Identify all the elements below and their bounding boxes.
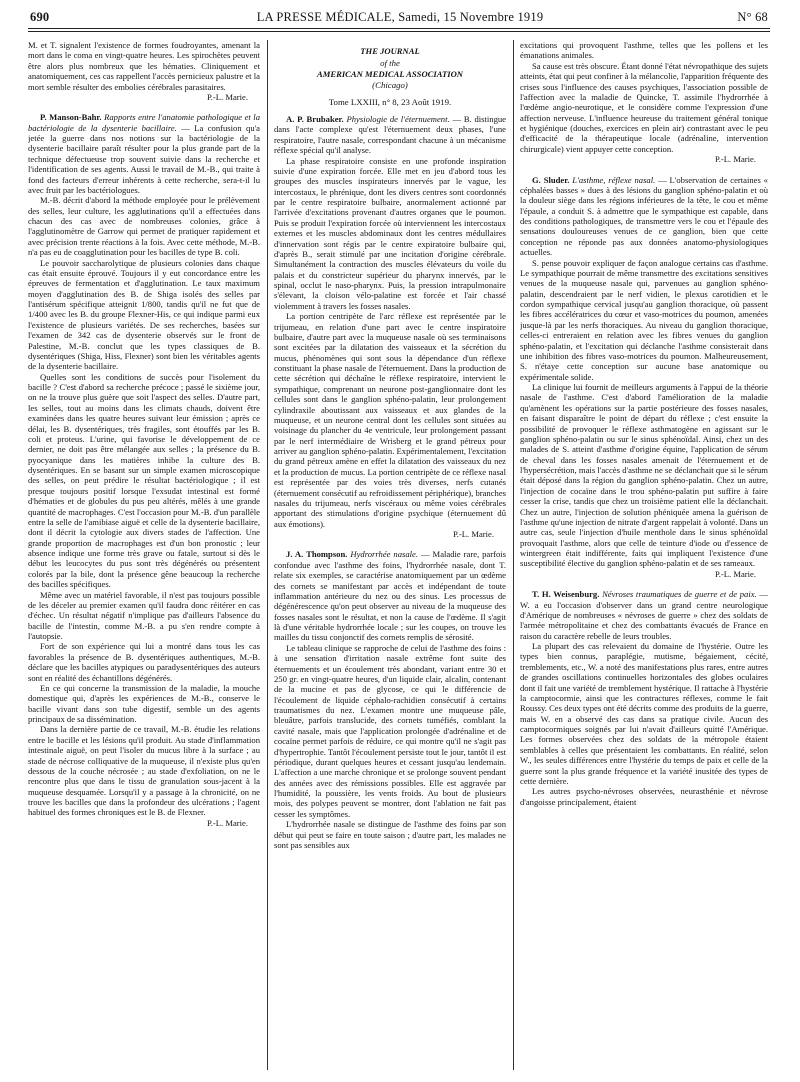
header-rule-double xyxy=(28,31,770,32)
article-weisenburg: T. H. Weisenburg. Névroses traumatiques de guerre et de paix. — W. a eu l'occasion d'observer dans un grand centre neurologique d'Amérique de nombreuses « névroses de guerre » chez des soldats de l'armée métropolitaine et chez des combattants évacués de France en raison du caractère rebelle de leurs troubles. xyxy=(520,589,768,641)
paragraph: En ce qui concerne la transmission de la maladie, la mouche domestique qui, d'après les expériences de M.-B., conserve le bacille vivant dans son tube digestif, semble un des agents principaux de sa dissémination. xyxy=(28,682,260,724)
paragraph: M.-B. décrit d'abord la méthode employée pour le prélèvement des selles, leur culture, les agglutinations qu'il a effectuées dans chacun des cas avec de nombreuses colonies, grâce à l'agglutinomètre de Garrow qui permet de pratiquer rapidement et avec précision trente réactions à la fois. Avec cette méthode, M.-B. n'a pas eu de coagglutination pour les bacilles de type B. coli. xyxy=(28,195,260,258)
journal-heading: THE JOURNAL xyxy=(360,46,420,56)
column-divider-2 xyxy=(513,40,514,1070)
signature: P.-L. Marie. xyxy=(714,154,756,165)
journal-running-title: LA PRESSE MÉDICALE, Samedi, 15 Novembre 1919 xyxy=(256,10,544,24)
article-author: P. Manson-Bahr. xyxy=(40,112,102,123)
article-thompson: J. A. Thompson. Hydrorrhée nasale. — Maladie rare, parfois confondue avec l'asthme des foins, l'hydrorrhée nasale, dont T. relate six exemples, se caractérise anatomiquement par un œdème des cornets se manifestant par accès et indépendant de toute inflammation antérieure du nez ou des sinus. Les processus de dégénérescence qu'on peut observer au niveau de la muqueuse des fosses nasales sont le résultat, et non la cause de l'œdème. Il s'agit là d'une véritable hydrorrhée locale ; sur les coupes, on trouve les mailles du tissu conjonctif des cornets remplis de sérosité. xyxy=(274,549,506,643)
signature: P.-L. Marie. xyxy=(206,817,248,828)
paragraph: Même avec un matériel favorable, il n'est pas toujours possible de les déceler au premier examen qu'il faudra donc réitérer en cas d'échec. Un résultat négatif n'implique pas d'ailleurs l'absence du bacille de l'intestin, comme M.-B. a pu s'en rendre compte à l'autopsie. xyxy=(28,589,260,641)
signature: P.-L. Marie. xyxy=(714,568,756,579)
paragraph: Sa cause est très obscure. Étant donné l'état névropathique des sujets atteints, état qui peut confiner à la mélancolie, l'apparition fréquente des crises sous l'influence des causes psychiques, l'association possible de l'affection avec la maladie de Quincke, T. assimile l'hydrorrhée à l'œdème angio-neurotique, et le considère comme l'expression d'une affection nerveuse. L'influence heureuse du traitement général tonique et hygiénique (douches, exercices en plein air) contrastant avec le peu d'efficacité de la thérapeutique locale (adrénaline, intervention chirurgicale) vient appuyer cette conception. P.-L. Marie. xyxy=(520,60,768,165)
article-title: Rapports entre l'anatomie pathologique et la bactériologie de la dysenterie bacillaire. xyxy=(28,112,260,133)
paragraph: Dans la dernière partie de ce travail, M.-B. étudie les relations entre le bacille et les lésions qu'il produit. Au stade d'inflammation intestinale aiguë, on peut l'isoler du mucus libre à la surface ; au stade de nécrose colliquative de la muqueuse, il n'existe plus qu'en dessous de la couche nécrosée ; au stade d'exfoliation, on ne le rencontre plus que dans le tissu de granulation sous-jacent à la muqueuse desquamée. Lorsqu'il y a passage à la chronicité, on ne trouve les bacilles que dans la profondeur des ulcérations ; l'agent habituel des formes chroniques est le B. de Flexner. P.-L. Marie. xyxy=(28,724,260,828)
page-header xyxy=(30,6,768,28)
article-author: T. H. Weisenburg. xyxy=(532,589,600,600)
column-divider-1 xyxy=(267,40,268,1070)
paragraph: M. et T. signalent l'existence de formes foudroyantes, amenant la mort dans le coma en vingt-quatre heures. Les spirochètes peuvent être alors plus nombreux que les hématies. Cliniquement et anatomiquement, ces cas rappellent l'accès pernicieux palustre et la mort semble résulter des embolies cérébrales parasitaires. P.-L. Marie. xyxy=(28,40,260,102)
journal-volume: Tome LXXIII, n° 8, 23 Août 1919. xyxy=(328,97,452,107)
article-title: Hydrorrhée nasale. xyxy=(350,549,419,560)
article-author: J. A. Thompson. xyxy=(286,549,348,560)
signature: P.-L. Marie. xyxy=(206,91,248,102)
journal-city: (Chicago) xyxy=(372,80,408,90)
paragraph: Fort de son expérience qui lui a montré dans tous les cas favorables la présence de B. dysentériques authentiques, M.-B. déclare que les bacilles atypiques ou paradysentériques des auteurs sont en réalité des échantillons dégénérés. xyxy=(28,641,260,683)
column-middle xyxy=(274,40,506,1070)
paragraph: La plupart des cas relevaient du domaine de l'hystérie. Outre les types bien connus, paraplégie, mutisme, bégaiement, cécité, tremblements, etc., W. a noté des manifestations plus rares, entre autres de grandes oscillations continuelles horizontales des globes oculaires dont il fait une variété de tremblement hystérique. Il rattache à l'hystérie la camptocormie, ainsi que les contractures réflexes, comme le fait Roussy. Ces deux types ont été décrits comme des produits de la guerre, mais W. en a observé des cas dans sa pratique civile. Aucun des camptocormiques soignés par lui n'avait d'ailleurs quitté l'Amérique. Les formes observées chez des soldats de la métropole étaient semblables à celles que présentaient les combattants. En réalité, selon W., les seules différences entre l'hystérie du temps de paix et celle de la guerre sont la plus grande fréquence et la variété inusitée des types de cette dernière. xyxy=(520,641,768,786)
article-brubaker: A. P. Brubaker. Physiologie de l'éternuement. — B. distingue dans l'acte complexe qu'est l'éternuement deux phases, l'une respiratoire, l'autre nasale, correspondant chacune à un mécanisme réflexe spécial qu'il analyse. xyxy=(274,114,506,156)
paragraph: Le pouvoir saccharolytique de plusieurs colonies dans chaque cas était ensuite éprouvé. Toujours il y eut concordance entre les épreuves de fermentation et d'agglutination. Le taux maximum moyen d'agglutination des B. de Shiga isolés des selles par l'antisérum spécifique atteignit 1/800, tandis qu'il ne fut que de 1/400 avec les B. du groupe Flexner-His, ce qui indique parmi eux l'existence de plusieurs variétés. De ses recherches, basées sur l'examen de 342 cas de dysenterie observés sur le front de Palestine, M.-B. conclut que les types classiques de B. dysentériques (Shiga, Hiss, Flexner) sont bien les véritables agents de la dysenterie bacillaire. xyxy=(28,257,260,372)
article-title: Physiologie de l'éternuement. xyxy=(346,114,450,124)
journal-heading-of: of the xyxy=(380,57,400,68)
paragraph: excitations qui provoquent l'asthme, telles que les pollens et les émanations animales. xyxy=(520,40,768,61)
paragraph: L'hydrorrhée nasale se distingue de l'asthme des foins par son début qui peut se faire en toute saison ; d'autre part, les malades ne sont pas sensibles aux xyxy=(274,819,506,850)
article-manson-bahr: P. Manson-Bahr. Rapports entre l'anatomie pathologique et la bactériologie de la dysenterie bacillaire. — La confusion qu'a jetée la guerre dans nos notions sur la bactériologie de la dysenterie bacillaire paraît résulter pour la plus grande part de la technique défectueuse trop souvent suivie dans la recherche et l'identification de ses agents. Aussi le travail de M.-B., qui traite à fond des facteurs d'erreur inhérents à cette recherche, sera-t-il lu avec fruit par les bactériologues. xyxy=(28,112,260,195)
article-title: Névroses traumatiques de guerre et de paix. xyxy=(602,589,757,600)
journal-name: AMERICAN MEDICAL ASSOCIATION xyxy=(317,68,463,79)
paragraph: Les autres psycho-névroses observées, neurasthénie et névrose d'angoisse principalement, étaient xyxy=(520,786,768,807)
paragraph: La portion centripète de l'arc réflexe est représentée par le trijumeau, en relation d'une part avec le centre inspiratoire bulbaire, d'autre part avec la muqueuse nasale où ses terminaisons sont excitées par la dilatation des vaisseaux et la sécrétion du mucus, phénomènes qui sont sous la dépendance d'un réflexe constituant la phase nasale de l'éternuement. Dans la production de cette sécrétion qui déchaîne le réflexe respiratoire, intervient le sympathique, comprenant un neurone post-ganglionnaire dont les cellules sont dans le ganglion sphéno-palatin, leur prolongement cylindraxile aboutissant aux vaisseaux et aux glandes de la muqueuse, et un neurone central dont les cellules sont situées au voisinage du plancher du 4e ventricule, leur prolongement passant par le nerf intermédiaire de Wrisberg et le grand pétreux pour arriver au ganglion sphéno-palatin. Expérimentalement, l'excitation du grand pétreux amène en effet la dilatation des vaisseaux du nez et la production de mucus. La portion centripète de ce réflexe nasal est représentée par des voies très diverses, nerfs cutanés (éternuement consécutif au refroidissement périphérique), branches nasales du trijumeau, nerfs viscéraux ou même voies cérébrales apportant des stimulations d'origine psychique (éternuement dû aux émotions). P.-L. Marie. xyxy=(274,311,506,539)
article-author: G. Sluder. xyxy=(532,174,570,185)
header-rule xyxy=(28,28,770,29)
issue-number: N° 68 xyxy=(737,10,768,24)
paragraph: Quelles sont les conditions de succès pour l'isolement du bacille ? C'est d'abord sa recherche précoce ; passé le sixième jour, on ne la trouve plus guère que soit l'aspect des selles. D'autre part, les selles, tout au moins dans les climats chauds, doivent être examinées dans les quatre heures suivant leur émission ; après ce délai, les B. dysentériques, très fragiles, sont étouffés par les B. coli et proteus. L'urine, qui favorise le développement de ce dernier, ne doit pas être mélangée aux selles ; la présence du B. pyocyanique dans les matières inhibe la culture des B. dysentériques. En se basant sur un simple examen microscopique des selles, on peut prédire le résultat bactériologique ; il est presque toujours positif lorsque l'exsudat intestinal est formé d'hématies et de globules du pus peu altérés, mêlés à une grande quantité de macrophages. C'est l'occasion pour M.-B. d'un parallèle entre la selle de l'amibiase aiguë et celle de la dysenterie bacillaire, dont il décrit la cytologie aux divers stades de l'affection. Une grande proportion de macrophages est d'un bon pronostic ; leur absence indique une forme très grave ou fatale, surtout si dès le début les leucocytes du pus sont très dégénérés ou présentent colorés par la bile, dont la présence gêne beaucoup la recherche des bacilles spécifiques. xyxy=(28,371,260,590)
paragraph: La clinique lui fournit de meilleurs arguments à l'appui de la théorie nasale de l'asthme. C'est d'abord l'amélioration de la maladie qu'amènent les opérations sur la partie postérieure des fosses nasales, en faisant disparaître le point de départ du réflexe ; c'est ensuite la possibilité de provoquer le réflexe asthmatogène en agissant sur le ganglion sphéno-palatin ou sur le sinus sphénoïdal. Ainsi, chez un des malades de S. atteint d'asthme d'origine équine, l'application de sérum de cheval dans les fosses nasales amenait de l'éternuement et de l'hypersécrétion, mais l'accès d'asthme ne se déclanchait que si le sérum était déposé dans la région du ganglion sphéno-palatin. Chez un autre, l'injection de cocaïne dans le trou sphéno-palatin put suffire à faire cesser la crise, tandis que chez un troisième patient elle la déclanchait. Chez un autre, l'injection de solution phéniquée amena la guérison de l'asthme qu'une injection de nitrate d'argent rappelait à volonté. Dans un autre cas, seule l'injection d'huile menthole dans le sinus sphénoïdal provoquait l'asthme, alors que celle de teinture d'iode ou d'essence de wintergreen était indifférente, faits qui impliquent l'existence d'une susceptibilité élective du ganglion sphéno-palatin et de ses rameaux. P.-L. Marie. xyxy=(520,382,768,579)
signature: P.-L. Marie. xyxy=(452,529,494,539)
article-sluder: G. Sluder. L'asthme, réflexe nasal. — L'observation de certaines « céphalées basses » dues à des lésions du ganglion sphéno-palatin et où la douleur siège dans les régions inférieures de la tête, le cou et même l'épaule, a conduit S. à admettre que le sympathique est capable, dans des conditions pathologiques, de transmettre vers le cou et l'épaule des sensations douloureuses venues de ce ganglion, bien que cette conception ne réponde pas aux données anatomo-physiologiques actuelles. xyxy=(520,174,768,258)
page-number: 690 xyxy=(30,10,50,24)
article-author: A. P. Brubaker. xyxy=(286,114,344,124)
paragraph: La phase respiratoire consiste en une profonde inspiration suivie d'une expiration forcée. Elle met en jeu d'abord tous les groupes des muscles inspirateurs innervés par le vague, les intercostaux, le phrénique, dont les divers centres sont coordonnés par le centre respiratoire bulbaire, anormalement actionné par l'arrivée d'excitations provenant d'autres organes que le poumon. Puis se produit l'expiration forcée où interviennent les intercostaux externes et les muscles abdominaux dont les centres médullaires d'innervation sont régis par le centre expiratoire bulbaire qui, d'après B., serait stimulé par une incitation d'origine cérébrale. Simultanément la contraction des muscles élévateurs du voile du palais et du constricteur supérieur du pharynx innervés, par le spinal, occlut le naso-pharynx. Puis, la pression intrapulmonaire s'élevant, la cloison vélo-palatine est forcée et l'air chassé violemment à travers les fosses nasales. xyxy=(274,155,506,311)
article-title: L'asthme, réflexe nasal. xyxy=(572,174,656,185)
paragraph: Le tableau clinique se rapproche de celui de l'asthme des foins : à une sensation d'irritation nasale extrême font suite des éternuements et un écoulement très abondant, variant entre 30 et 250 gr. en vingt-quatre heures, d'un liquide clair, alcalin, contenant de la mucine et pas de glycose, ce qui le différencie de l'écoulement de liquide céphalo-rachidien consécutif à certains traumatismes du nez. L'examen montre une muqueuse pâle, bleuâtre, parfois translucide, des cornets tuméfiés, comblant la cavité nasale, mais que l'application prolongée d'adrénaline et de cocaïne permet parfois de réduire, ce qui montre qu'il ne s'agit pas d'hypertrophie. Tantôt l'écoulement persiste tout le jour, tantôt il est périodique, durant quelques heures et cessant jusqu'au lendemain. L'affection a une marche chronique et se prolonge souvent pendant des années avec des rémissions possibles. Elle est aggravée par l'humidité, la poussière, les vents froids. Au bout de plusieurs mois, des polypes peuvent se montrer, dont l'ablation ne fait pas cesser les symptômes. xyxy=(274,642,506,819)
paragraph: S. pense pouvoir expliquer de façon analogue certains cas d'asthme. Le sympathique pourrait de même transmettre des excitations sensitives venues de la muqueuse nasale qui, parvenues au ganglion sphéno-palatin, descendraient par le nerf vidien, le plexus carotidien et le cordon sympathique cervical jusqu'au ganglion thoracique, où passent les fibres accélératrices du cœur et vaso-motrices du poumon, amenées jusque-là par les nerfs thoraciques. Au niveau du ganglion thoracique, celles-ci entreraient en relation avec les fibres venues du ganglion sphéno-palatin, et l'excitation qui déclanche l'asthme consisterait dans une inhibition des fibres vaso-motrices du poumon. Malheureusement, S. n'étaye cette conception sur aucune base anatomique ou expérimentale solide. xyxy=(520,257,768,382)
column-right xyxy=(520,40,768,1070)
column-left xyxy=(28,40,260,1070)
